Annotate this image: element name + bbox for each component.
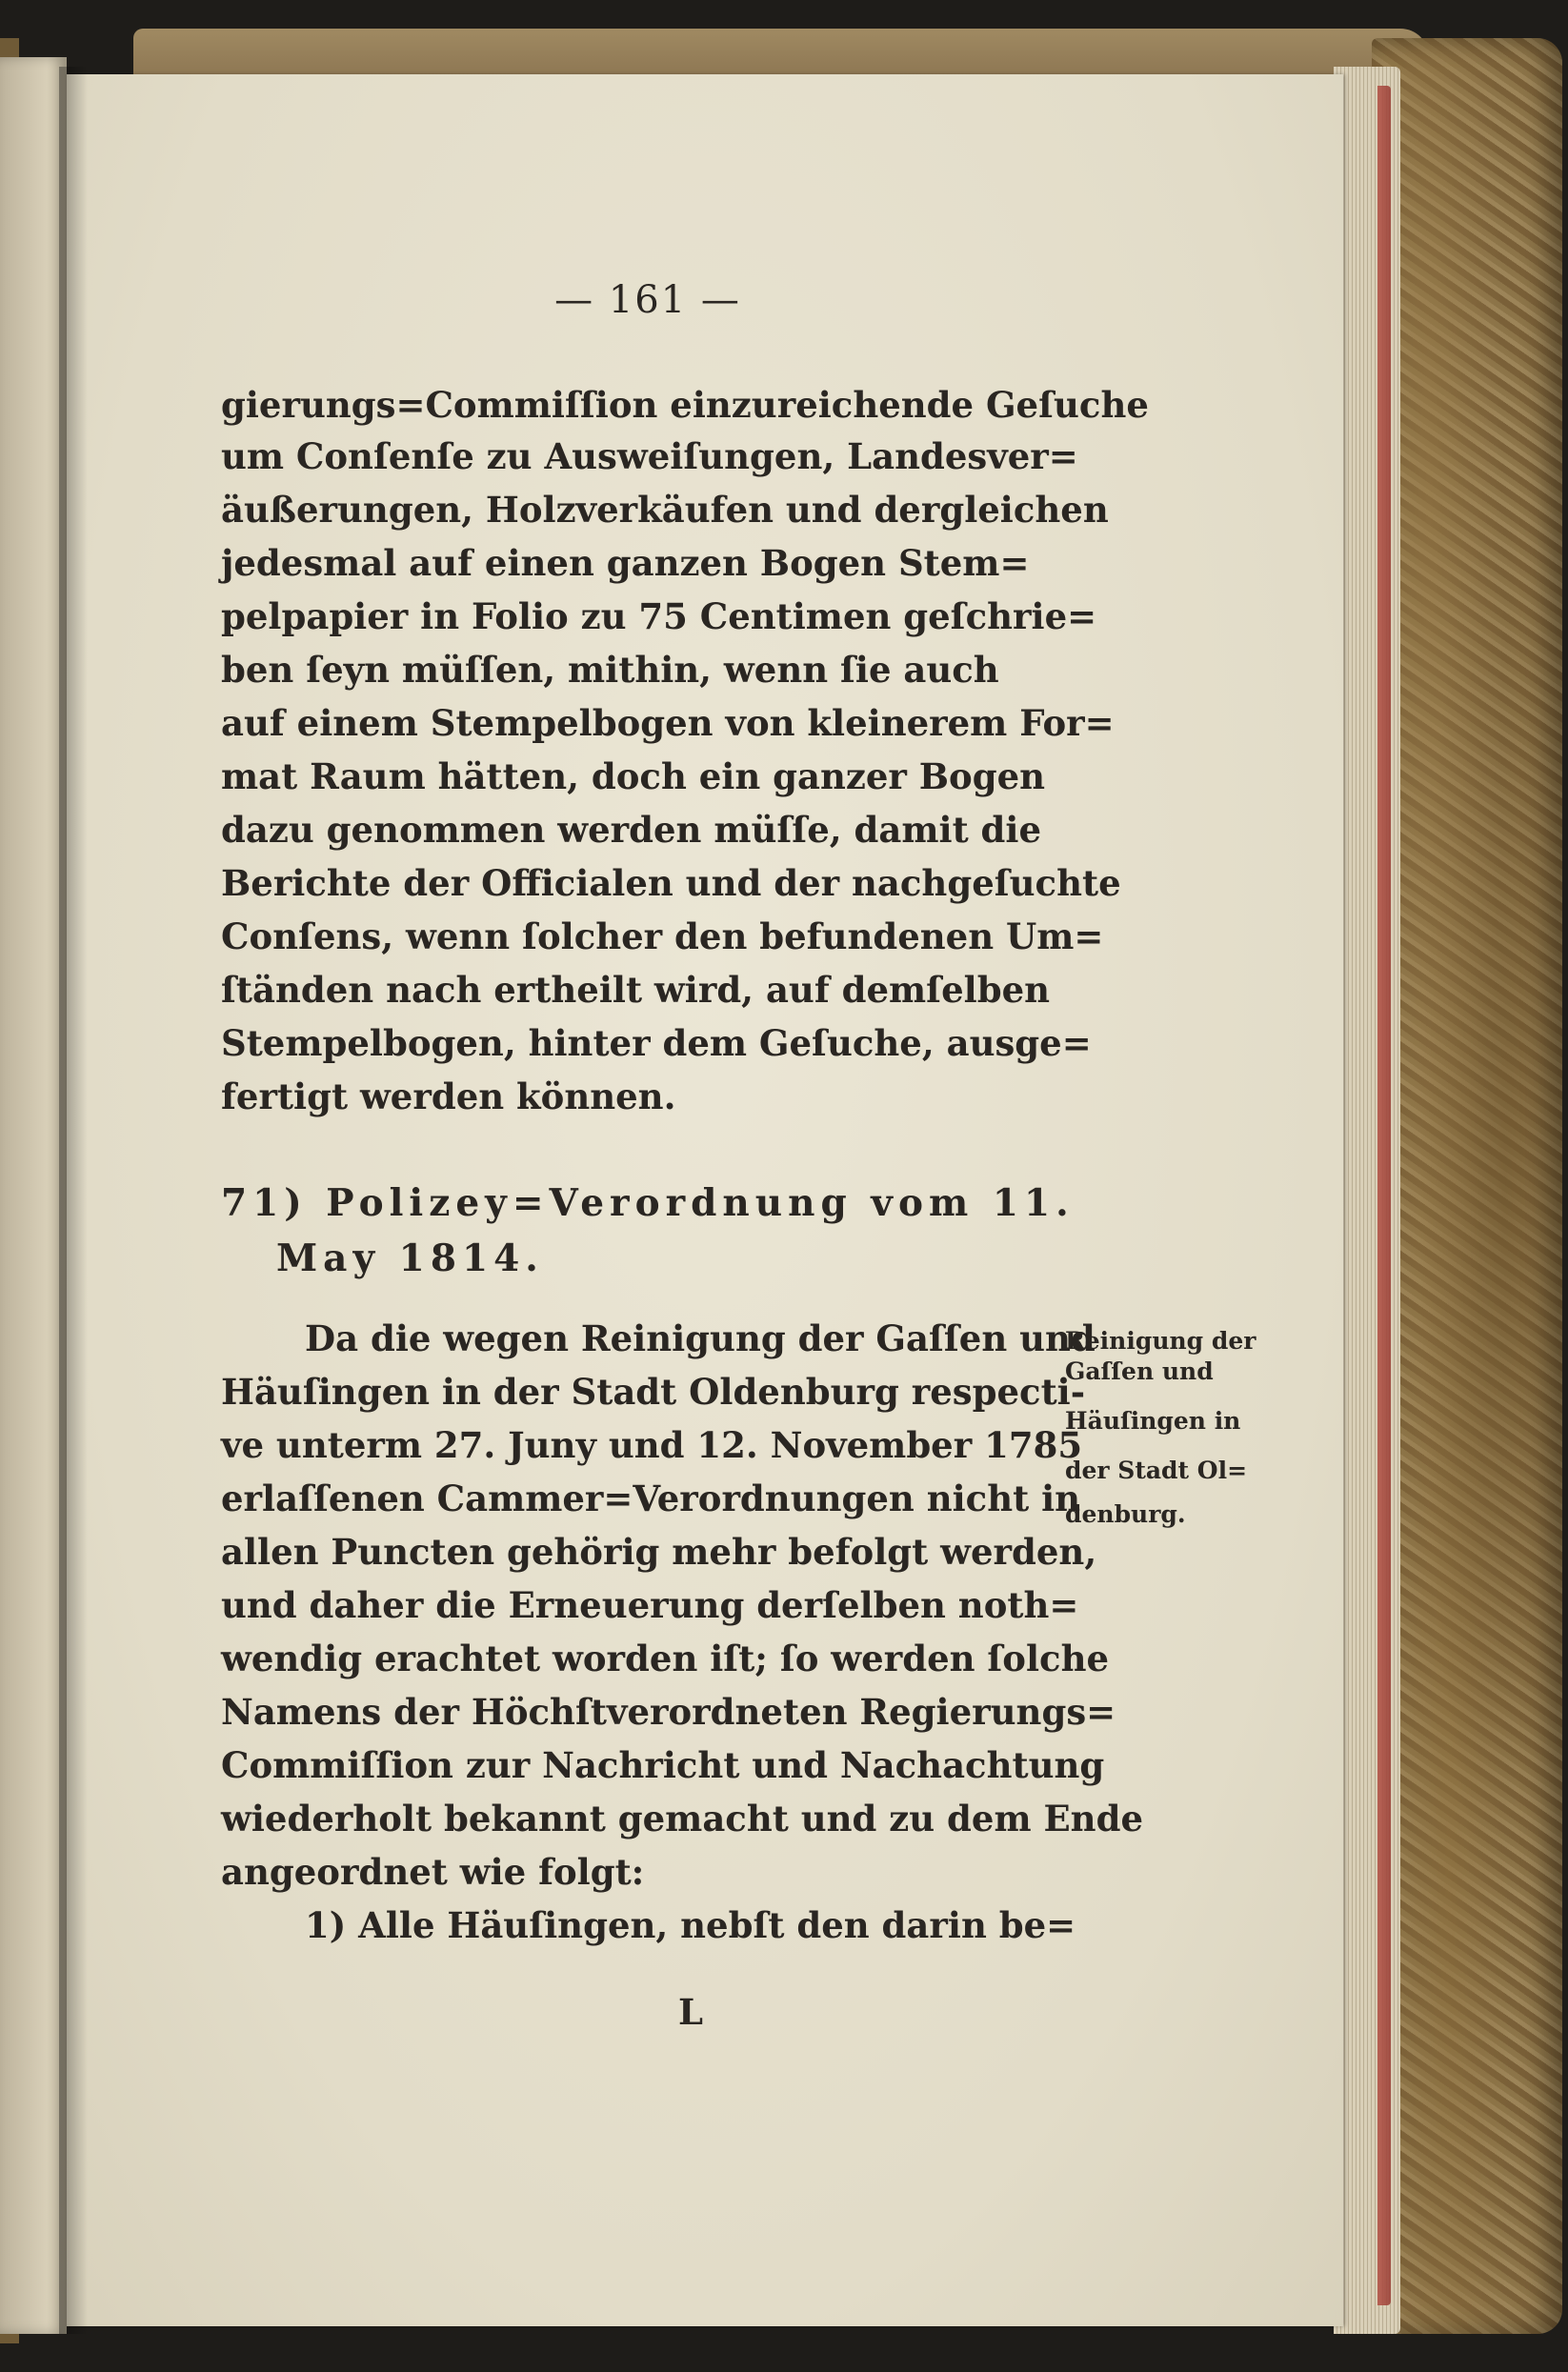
gutter-shadow [59, 67, 88, 2334]
paragraph1-line: Stempelbogen, hinter dem Geſuche, ausge= [221, 1022, 1092, 1064]
paragraph1-line: auf einem Stempelbogen von kleinerem For= [221, 702, 1115, 744]
page-number: — 161 — [554, 278, 741, 322]
paragraph2-line: ve unterm 27. Juny und 12. November 1785 [221, 1424, 1083, 1466]
paragraph2-line: allen Puncten gehörig mehr befolgt werden, [221, 1531, 1097, 1573]
paragraph1-line: fertigt werden können. [221, 1075, 676, 1117]
paragraph1-line: ſtänden nach ertheilt wird, auf demſelben [221, 969, 1051, 1011]
margin-note-line: Gaſſen und [1065, 1357, 1214, 1385]
paragraph2-line: wendig erachtet worden iſt; ſo werden ſolche [221, 1638, 1110, 1679]
paragraph1-line: jedesmal auf einen ganzen Bogen Stem= [221, 542, 1030, 584]
paragraph2-line: angeordnet wie folgt: [221, 1851, 645, 1893]
paragraph2-line: Häuſingen in der Stadt Oldenburg respecti- [221, 1371, 1086, 1413]
paragraph1-line: äußerungen, Holzverkäufen und dergleichen [221, 489, 1109, 531]
section-heading-line2: May 1814. [276, 1236, 544, 1280]
catchword: L [678, 1991, 704, 2033]
margin-note-line: Reinigung der [1065, 1327, 1256, 1355]
margin-note-line: Häuſingen in [1065, 1407, 1241, 1435]
margin-note-line: denburg. [1065, 1500, 1186, 1528]
margin-note-line: der Stadt Ol= [1065, 1457, 1248, 1484]
paragraph2-line: Da die wegen Reinigung der Gaſſen und [305, 1317, 1096, 1359]
paragraph2-line: erlaſſenen Cammer=Verordnungen nicht in [221, 1477, 1081, 1519]
red-page-edge [1377, 86, 1391, 2305]
paragraph1-line: dazu genommen werden müſſe, damit die [221, 809, 1042, 851]
paragraph1-line: um Conſenſe zu Ausweiſungen, Landesver= [221, 435, 1078, 477]
paragraph1-line: gierungs=Commiſſion einzureichende Geſuche [221, 384, 1149, 426]
marbled-cover [1372, 38, 1562, 2334]
paragraph2-line: und daher die Erneuerung derſelben noth= [221, 1584, 1079, 1626]
paragraph1-line: Conſens, wenn ſolcher den befundenen Um= [221, 915, 1104, 957]
section-heading-line1: 71) Polizey=Verordnung vom 11. [221, 1181, 1075, 1225]
paragraph1-line: Berichte der Officialen und der nachgeſuchte [221, 862, 1121, 904]
paragraph1-line: pelpapier in Folio zu 75 Centimen geſchrie= [221, 595, 1097, 637]
paragraph2-line: Namens der Höchſtverordneten Regierungs= [221, 1691, 1116, 1733]
paragraph2-line: 1) Alle Häuſingen, nebſt den darin be= [305, 1904, 1076, 1946]
paragraph2-line: Commiſſion zur Nachricht und Nachachtung [221, 1744, 1105, 1786]
previous-page-edge [0, 57, 67, 2334]
paragraph1-line: ben ſeyn müſſen, mithin, wenn ſie auch [221, 649, 999, 691]
paragraph1-line: mat Raum hätten, doch ein ganzer Bogen [221, 755, 1046, 797]
paragraph2-line: wiederholt bekannt gemacht und zu dem Ende [221, 1798, 1143, 1839]
